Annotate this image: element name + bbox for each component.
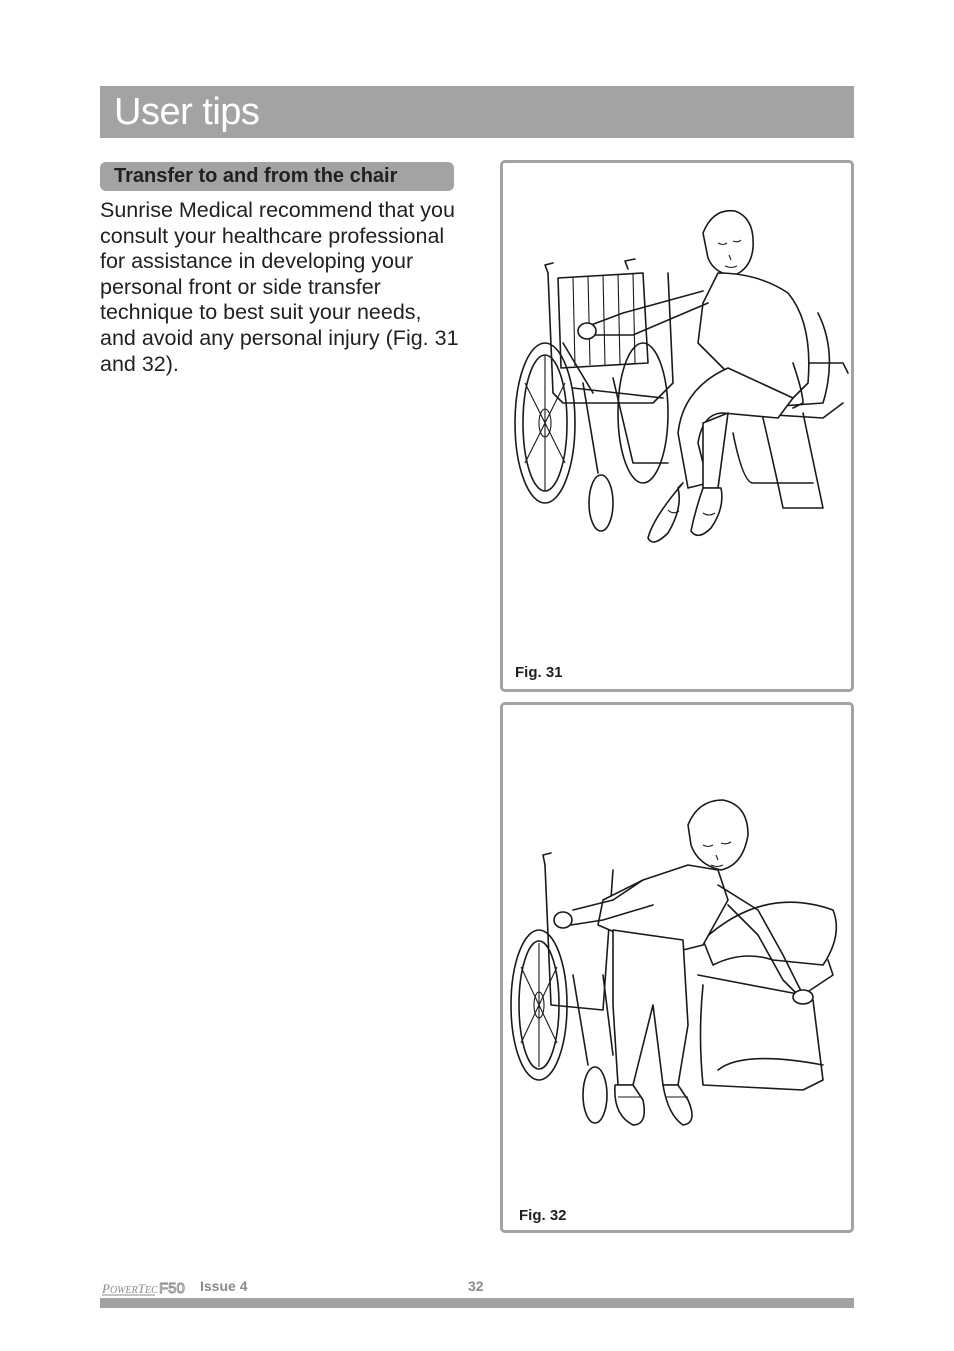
person-drawing	[571, 800, 813, 1125]
section-heading: Transfer to and from the chair	[114, 165, 398, 187]
page-number: 32	[468, 1278, 484, 1294]
section-heading-pill	[100, 162, 454, 191]
standing-transfer-illustration	[503, 705, 851, 1230]
figure-32-caption: Fig. 32	[519, 1207, 567, 1224]
page-title-bar	[100, 86, 854, 138]
svg-text:POWERTEC: POWERTEC	[102, 1281, 158, 1296]
figure-31-caption: Fig. 31	[515, 664, 563, 681]
wheelchair-drawing	[515, 259, 673, 531]
figure-31	[500, 160, 854, 692]
section-body-text: Sunrise Medical recommend that you consult your healthcare professional for assistance in developing your personal front or side transfer technique to best suit your needs, and avoid any personal injury (Fig. 31 and 32).	[100, 198, 459, 376]
wheelchair-drawing	[511, 853, 613, 1123]
page-title: User tips	[114, 91, 260, 133]
brand-logo	[101, 1277, 193, 1297]
powertec-f50-logo	[101, 1277, 193, 1299]
footer-bar	[100, 1298, 854, 1308]
figure-32	[500, 702, 854, 1233]
svg-text:F50: F50	[159, 1280, 185, 1297]
side-transfer-illustration	[503, 163, 851, 689]
issue-number: Issue 4	[200, 1278, 248, 1294]
side-chair-drawing	[698, 902, 836, 1090]
